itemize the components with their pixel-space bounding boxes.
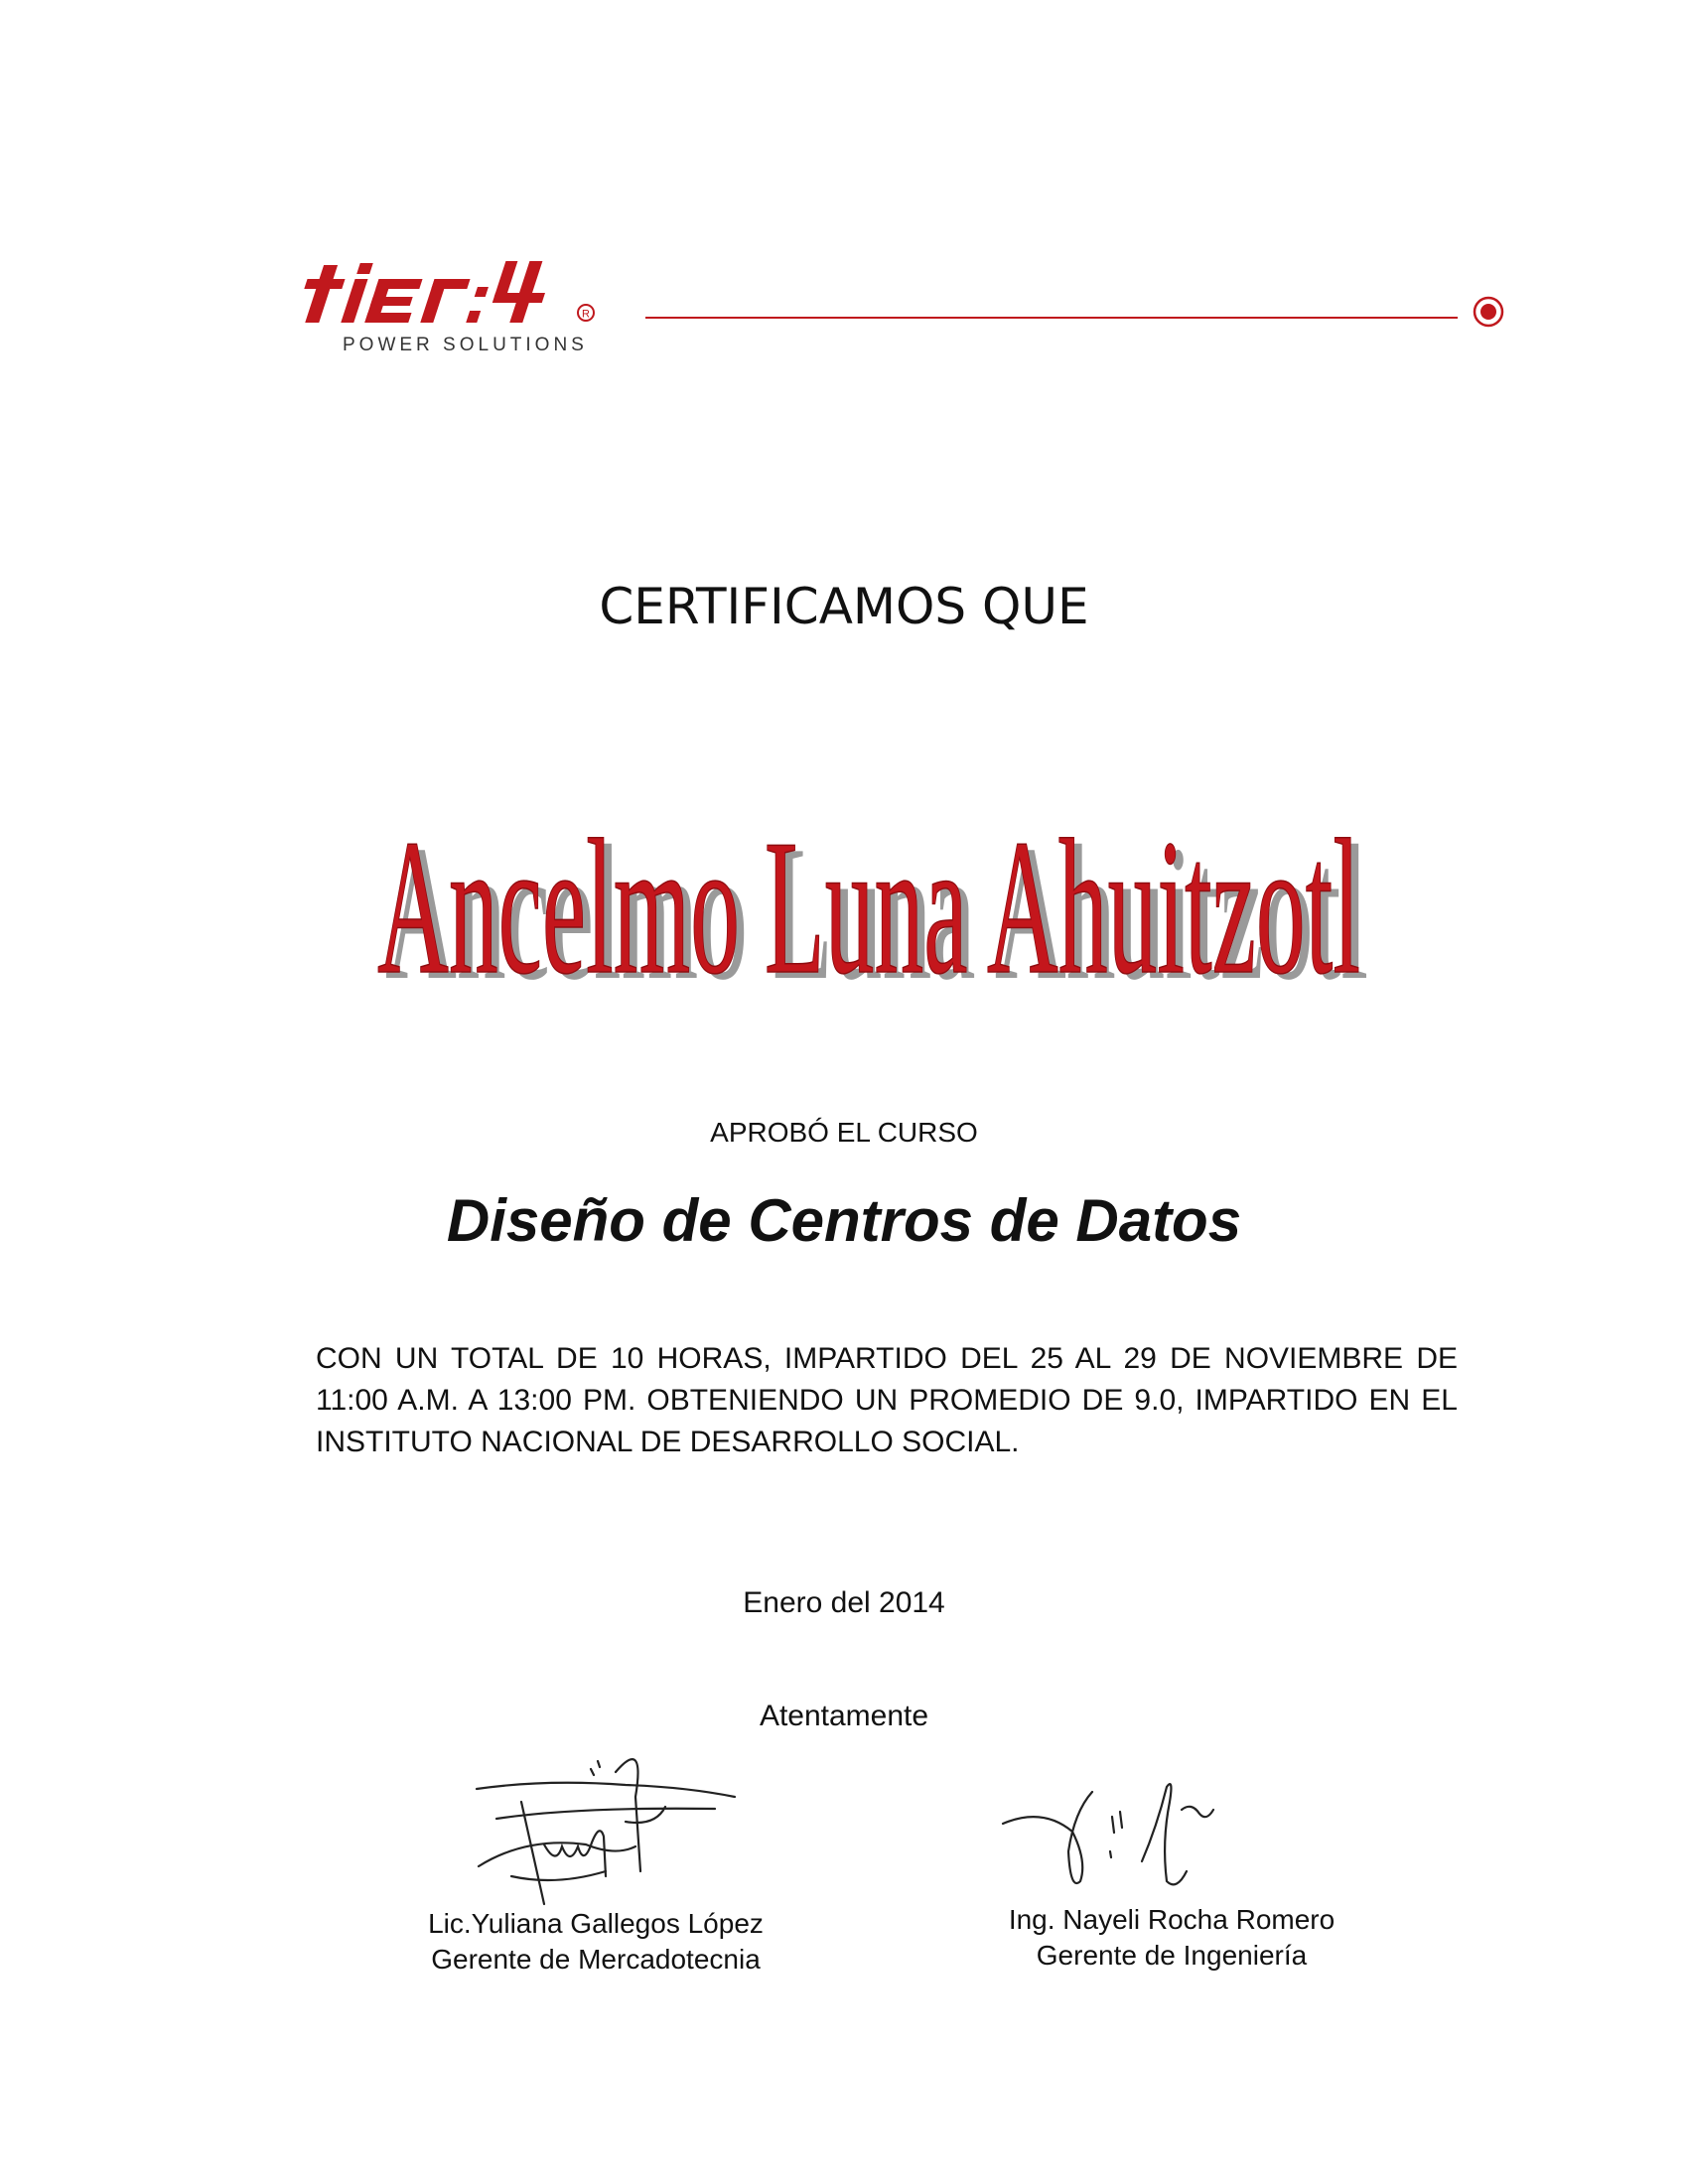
signer-left-title: Gerente de Mercadotecnia bbox=[431, 1944, 761, 1975]
signer-right-name: Ing. Nayeli Rocha Romero bbox=[1008, 1904, 1336, 1935]
signer-right bbox=[953, 1902, 1390, 1974]
certify-heading: CERTIFICAMOS QUE bbox=[599, 578, 1089, 635]
svg-text:R: R bbox=[582, 308, 590, 321]
signer-right-title: Gerente de Ingeniería bbox=[1036, 1940, 1308, 1971]
signer-left-name: Lic.Yuliana Gallegos López bbox=[428, 1908, 764, 1939]
header-divider bbox=[645, 317, 1458, 319]
closing-text: Atentamente bbox=[759, 1700, 929, 1732]
course-details: CON UN TOTAL DE 10 HORAS, IMPARTIDO DEL 25 AL 29 DE NOVIEMBRE DE 11:00 A.M. A 13:00 PM. OBTENIENDO UN PROMEDIO DE 9.0, IMPARTIDO EN EL INSTITUTO NACIONAL DE DESARROLLO SOCIAL. bbox=[316, 1342, 1458, 1458]
logo-subtitle: POWER SOLUTIONS bbox=[343, 335, 588, 355]
course-title: Diseño de Centros de Datos bbox=[446, 1187, 1242, 1254]
signer-left bbox=[377, 1906, 814, 1978]
recipient-name bbox=[357, 730, 1380, 1027]
signature-right bbox=[993, 1772, 1291, 1921]
approved-label: APROBÓ EL CURSO bbox=[710, 1117, 978, 1148]
recipient-name-shadow: Ancelmo Luna Ahuitzotl bbox=[385, 806, 1368, 1021]
issue-date: Enero del 2014 bbox=[743, 1586, 945, 1619]
tier4-logo-mark bbox=[298, 253, 616, 333]
company-logo bbox=[298, 253, 616, 362]
signature-left bbox=[467, 1727, 745, 1916]
target-dot-icon bbox=[1472, 295, 1505, 329]
recipient-name-text: Ancelmo Luna Ahuitzotl bbox=[377, 800, 1360, 1015]
